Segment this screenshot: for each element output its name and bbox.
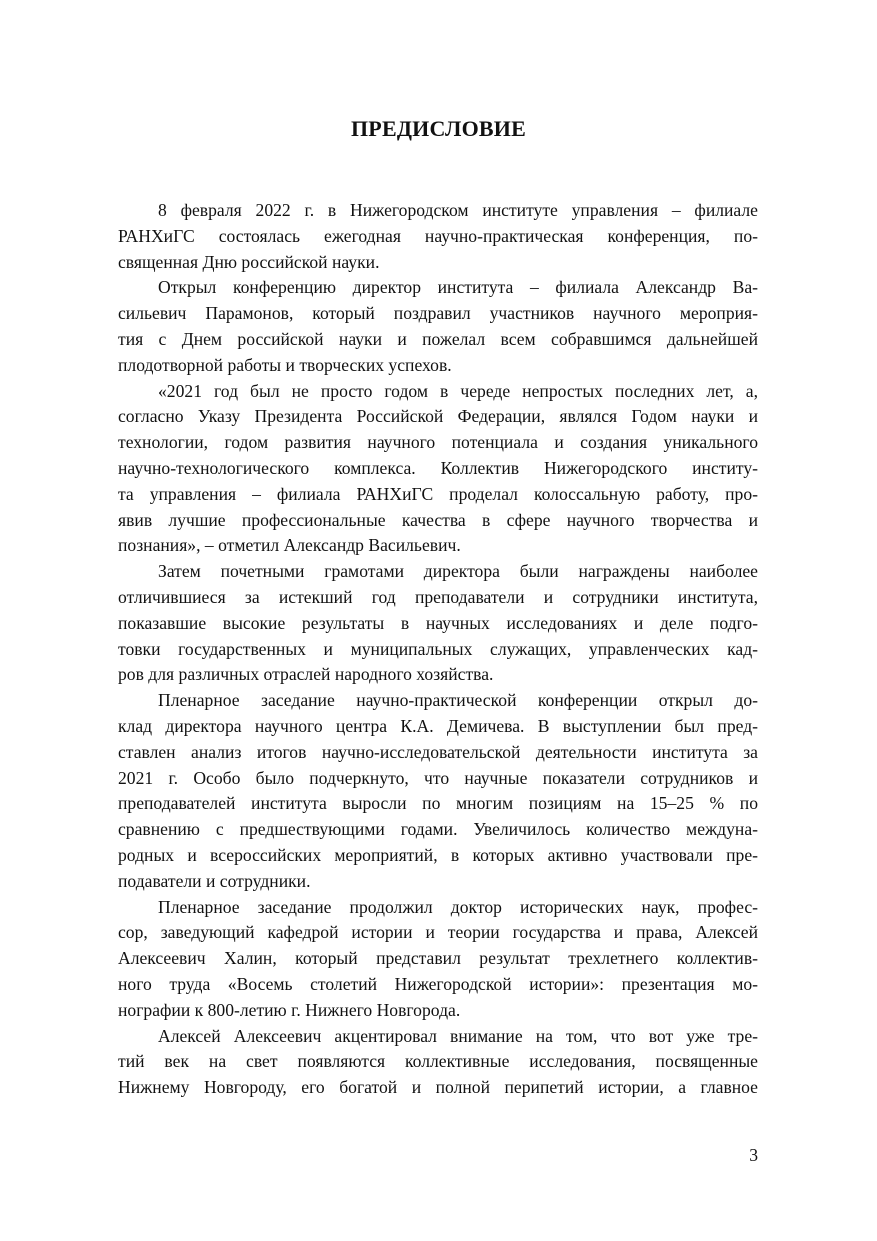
- paragraph: [118, 275, 758, 378]
- paragraph: [118, 379, 758, 560]
- text-line: тия с Днем российской науки и пожелал всем собравшимся дальнейшей: [118, 328, 758, 349]
- text-line: Открыл конференцию директор института – филиала Александр Ва-: [158, 277, 758, 298]
- text-line: ного труда «Восемь столетий Нижегородской истории»: презентация мо-: [118, 973, 758, 994]
- text-line: научно-технологического комплекса. Коллектив Нижегородского институ-: [118, 457, 758, 478]
- paragraph: [118, 198, 758, 275]
- text-line: священная Дню российской науки.: [118, 251, 380, 272]
- text-line: Затем почетными грамотами директора были награждены наиболее: [158, 561, 758, 582]
- text-line: родных и всероссийских мероприятий, в которых активно участвовали пре-: [118, 844, 758, 865]
- text-line: товки государственных и муниципальных служащих, управленческих кад-: [118, 638, 758, 659]
- paragraph: [118, 895, 758, 1024]
- text-line: сильевич Парамонов, который поздравил участников научного мероприя-: [118, 303, 758, 324]
- text-line: Пленарное заседание научно-практической конференции открыл до-: [158, 690, 758, 711]
- text-line: показавшие высокие результаты в научных исследованиях и деле подго-: [118, 612, 758, 633]
- paragraph: [118, 559, 758, 688]
- text-line: плодотворной работы и творческих успехов.: [118, 354, 452, 375]
- text-line: преподавателей института выросли по многим позициям на 15–25 % по: [118, 793, 758, 814]
- text-line: 8 февраля 2022 г. в Нижегородском институте управления – филиале: [158, 200, 758, 220]
- text-line: технологии, годом развития научного потенциала и создания уникального: [118, 432, 758, 453]
- page-title: ПРЕДИСЛОВИЕ: [351, 116, 526, 141]
- text-line: сор, заведующий кафедрой истории и теории государства и права, Алексей: [118, 922, 758, 943]
- text-line: ров для различных отраслей народного хозяйства.: [118, 664, 494, 685]
- text-line: ставлен анализ итогов научно-исследовательской деятельности института за: [118, 741, 758, 762]
- paragraph: [118, 1024, 758, 1101]
- text-line: 2021 г. Особо было подчеркнуто, что научные показатели сотрудников и: [118, 767, 758, 788]
- text-line: та управления – филиала РАНХиГС проделал колоссальную работу, про-: [118, 483, 758, 504]
- paragraph: [118, 688, 758, 894]
- text-line: познания», – отметил Александр Васильевич.: [118, 535, 461, 556]
- text-line: «2021 год был не просто годом в череде непростых последних лет, а,: [158, 380, 758, 401]
- text-line: тий век на свет появляются коллективные исследования, посвященные: [118, 1051, 758, 1072]
- text-line: отличившиеся за истекший год преподаватели и сотрудники института,: [118, 586, 758, 607]
- text-line: Алексей Алексеевич акцентировал внимание на том, что вот уже тре-: [158, 1025, 758, 1046]
- text-line: нографии к 800-летию г. Нижнего Новгорода.: [118, 999, 461, 1020]
- body-text: [118, 198, 758, 1101]
- text-line: клад директора научного центра К.А. Демичева. В выступлении был пред-: [118, 715, 758, 736]
- text-line: сравнению с предшествующими годами. Увеличилось количество междуна-: [118, 819, 758, 840]
- text-line: согласно Указу Президента Российской Федерации, являлся Годом науки и: [118, 406, 758, 427]
- text-line: явив лучшие профессиональные качества в сфере научного творчества и: [118, 509, 758, 530]
- text-line: Нижнему Новгороду, его богатой и полной перипетий истории, а главное: [118, 1077, 758, 1098]
- text-line: подаватели и сотрудники.: [118, 870, 311, 891]
- text-line: Пленарное заседание продолжил доктор исторических наук, профес-: [158, 896, 758, 917]
- text-line: Алексеевич Халин, который представил результат трехлетнего коллектив-: [118, 948, 758, 969]
- text-line: РАНХиГС состоялась ежегодная научно-практическая конференция, по-: [118, 225, 758, 246]
- page-number: 3: [749, 1145, 758, 1165]
